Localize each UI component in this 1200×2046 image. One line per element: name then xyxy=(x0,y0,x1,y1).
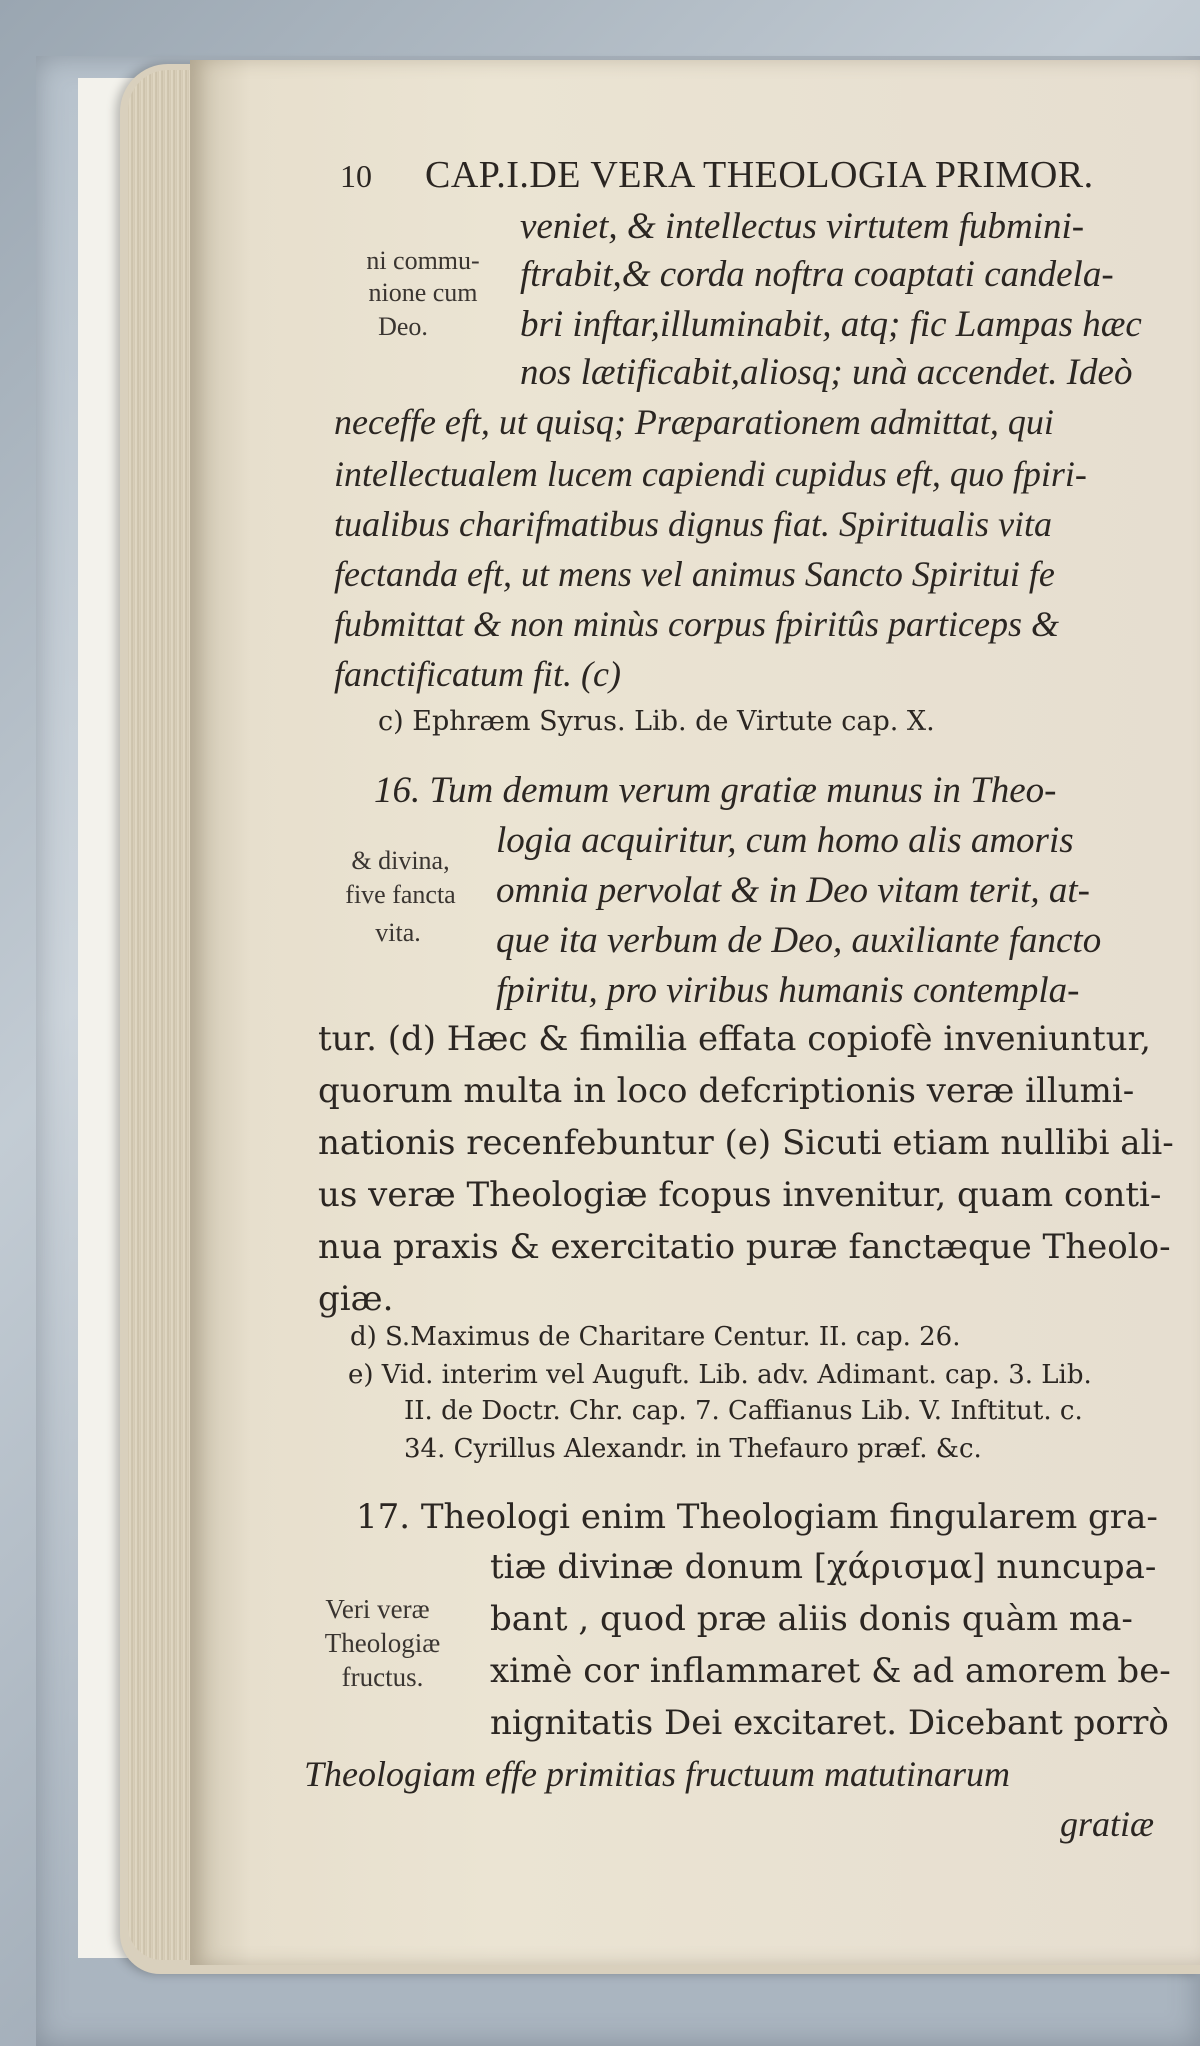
sidenote-line: Deo. xyxy=(378,312,428,341)
text-line: fpiritu, pro viribus humanis contempla- xyxy=(496,970,1080,1011)
sidenote-line: fructus. xyxy=(341,1662,424,1692)
footnote: 34. Cyrillus Alexandr. in Thefauro præf. &c. xyxy=(404,1434,982,1464)
sidenote-line: & divina, xyxy=(351,846,450,875)
sidenote-line: Theologiæ xyxy=(324,1628,441,1658)
footnote: II. de Doctr. Chr. cap. 7. Caffianus Lib. V. Inftitut. c. xyxy=(404,1396,1083,1426)
text-line: 16. Tum demum verum gratiæ munus in Theo- xyxy=(374,770,1057,811)
text-line: bri inftar,illuminabit, atq; fic Lampas hæc xyxy=(520,304,1142,345)
page-number: 10 xyxy=(340,158,372,194)
text-line: tiæ divinæ donum [χάρισμα] nuncupa- xyxy=(490,1547,1157,1587)
text-line: fubmittat & non minùs corpus fpiritûs particeps & xyxy=(334,604,1060,644)
text-line: giæ. xyxy=(318,1279,394,1319)
text-line: nignitatis Dei excitaret. Dicebant porrò xyxy=(490,1703,1169,1743)
sidenote-line: ni commu- xyxy=(366,246,480,275)
text-line: ftrabit,& corda noftra coaptati candela- xyxy=(520,254,1114,295)
sidenote-line: nione cum xyxy=(368,278,478,307)
text-line: intellectualem lucem capiendi cupidus eft, quo fpiri- xyxy=(334,454,1087,494)
text-line: Theologiam effe primitias fructuum matutinarum xyxy=(304,1754,1010,1794)
catchword: gratiæ xyxy=(1060,1804,1155,1844)
text-line: omnia pervolat & in Deo vitam terit, at- xyxy=(496,870,1090,911)
text-line: fanctificatum fit. (c) xyxy=(334,654,621,694)
sidenote-line: five fancta xyxy=(345,880,456,909)
text-line: ximè cor inflammaret & ad amorem be- xyxy=(490,1651,1171,1691)
text-line: logia acquiritur, cum homo alis amoris xyxy=(496,820,1074,861)
sidenote-line: vita. xyxy=(375,918,421,947)
text-line: quorum multa in loco defcriptionis veræ illumi- xyxy=(318,1071,1135,1111)
text-line: veniet, & intellectus virtutem fubmini- xyxy=(520,206,1085,247)
footnote: d) S.Maximus de Charitare Centur. II. cap. 26. xyxy=(350,1322,961,1352)
text-line: 17. Theologi enim Theologiam fingularem gra- xyxy=(356,1497,1158,1537)
text-line: us veræ Theologiæ fcopus invenitur, quam conti- xyxy=(318,1175,1162,1215)
text-line: tur. (d) Hæc & fimilia effata copiofè inveniuntur, xyxy=(318,1019,1151,1059)
text-line: nua praxis & exercitatio puræ fanctæque Theolo- xyxy=(318,1227,1171,1267)
text-line: tualibus charifmatibus dignus fiat. Spiritualis vita xyxy=(334,504,1053,544)
text-line: bant , quod præ aliis donis quàm ma- xyxy=(490,1599,1133,1639)
text-line: que ita verbum de Deo, auxiliante fancto xyxy=(496,920,1102,961)
text-line: fectanda eft, ut mens vel animus Sancto Spiritui fe xyxy=(334,554,1055,594)
text-line: neceffe eft, ut quisq; Præparationem admittat, qui xyxy=(334,402,1054,442)
text-line: nos lætificabit,aliosq; unà accendet. Ideò xyxy=(520,352,1133,393)
footnote: e) Vid. interim vel Auguft. Lib. adv. Adimant. cap. 3. Lib. xyxy=(348,1360,1092,1390)
footnote: c) Ephræm Syrus. Lib. de Virtute cap. X. xyxy=(378,706,935,737)
running-title: CAP.I.DE VERA THEOLOGIA PRIMOR. xyxy=(425,154,1094,196)
text-line: nationis recenfebuntur (e) Sicuti etiam nullibi ali- xyxy=(318,1123,1174,1163)
sidenote-line: Veri veræ xyxy=(325,1594,430,1624)
page-edges xyxy=(128,70,198,1960)
